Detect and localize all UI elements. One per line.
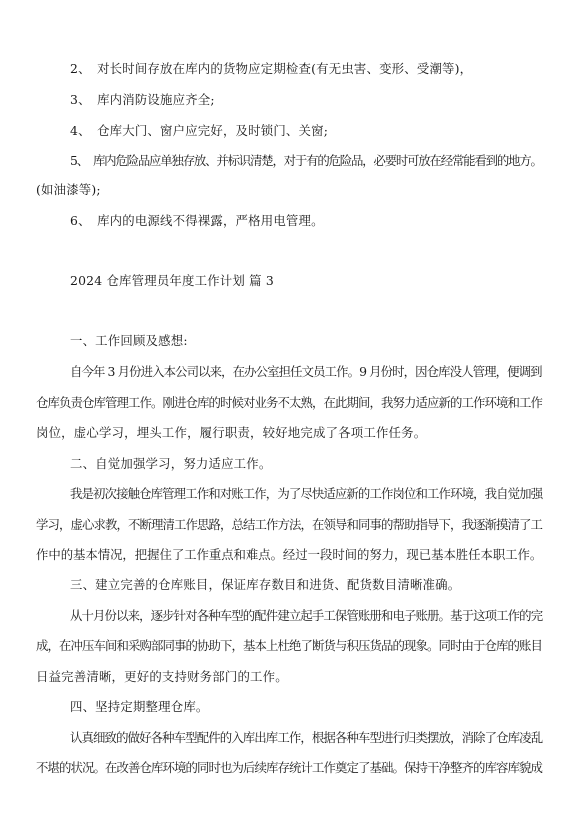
list-item: 2、 对长时间存放在库内的货物应定期检查(有无虫害、变形、受潮等)， — [70, 61, 473, 76]
list-item: 4、 仓库大门、窗户应完好，及时锁门、关窗; — [70, 123, 329, 138]
paragraph-line: 作中的基本情况，把握住了工作重点和难点。经过一段时间的努力，现已基本胜任本职工作。 — [36, 547, 543, 562]
list-item-continuation: (如油漆等); — [36, 182, 101, 197]
heading-line: 二、自觉加强学习，努力适应工作。 — [70, 456, 272, 471]
paragraph-line: 日益完善清晰，更好的支持财务部门的工作。 — [36, 669, 288, 684]
paragraph-line: 我是初次接触仓库管理工作和对账工作，为了尽快适应新的工作岗位和工作环境，我自觉加强 — [70, 486, 543, 501]
heading-line: 四、坚持定期整理仓库。 — [70, 699, 209, 714]
heading-line: 三、建立完善的仓库账目，保证库存数目和进货、配货数目清晰准确。 — [70, 577, 461, 592]
paragraph-line: 学习，虚心求教，不断理清工作思路，总结工作方法，在领导和同事的帮助指导下，我逐渐摸清了工 — [36, 517, 542, 532]
paragraph-line: 从十月份以来，逐步针对各种车型的配件建立起手工保管账册和电子账册。基于这项工作的完 — [70, 608, 543, 623]
list-item: 5、 库内危险品应单独存放、并标识清楚，对于有的危险品，必要时可放在经常能看到的地方。 — [70, 153, 542, 168]
paragraph-line: 岗位，虚心学习，埋头工作，履行职责，较好地完成了各项工作任务。 — [36, 425, 427, 440]
heading-line: 一、工作回顾及感想: — [70, 333, 188, 348]
paragraph-line: 成，在冲压车间和采购部同事的协助下，基本上杜绝了断货与积压货品的现象。同时由于仓库的账目 — [36, 638, 542, 653]
list-item: 3、 库内消防设施应齐全; — [70, 92, 215, 107]
paragraph-line: 不堪的状况。在改善仓库环境的同时也为后续库存统计工作奠定了基础。保持干净整齐的库容库貌成 — [36, 760, 542, 775]
paragraph-line: 自今年 3 月份进入本公司以来，在办公室担任文员工作。9 月份时，因仓库没人管理，便调到 — [70, 364, 542, 379]
list-item: 6、 库内的电源线不得裸露，严格用电管理。 — [70, 213, 324, 228]
paragraph-line: 认真细致的做好各种车型配件的入库出库工作，根据各种车型进行归类摆放，消除了仓库凌乱 — [70, 730, 543, 745]
section-title: 2024 仓库管理员年度工作计划 篇 3 — [70, 273, 274, 288]
paragraph-line: 仓库负责仓库管理工作。刚进仓库的时候对业务不太熟，在此期间，我努力适应新的工作环境和工作 — [36, 395, 542, 410]
